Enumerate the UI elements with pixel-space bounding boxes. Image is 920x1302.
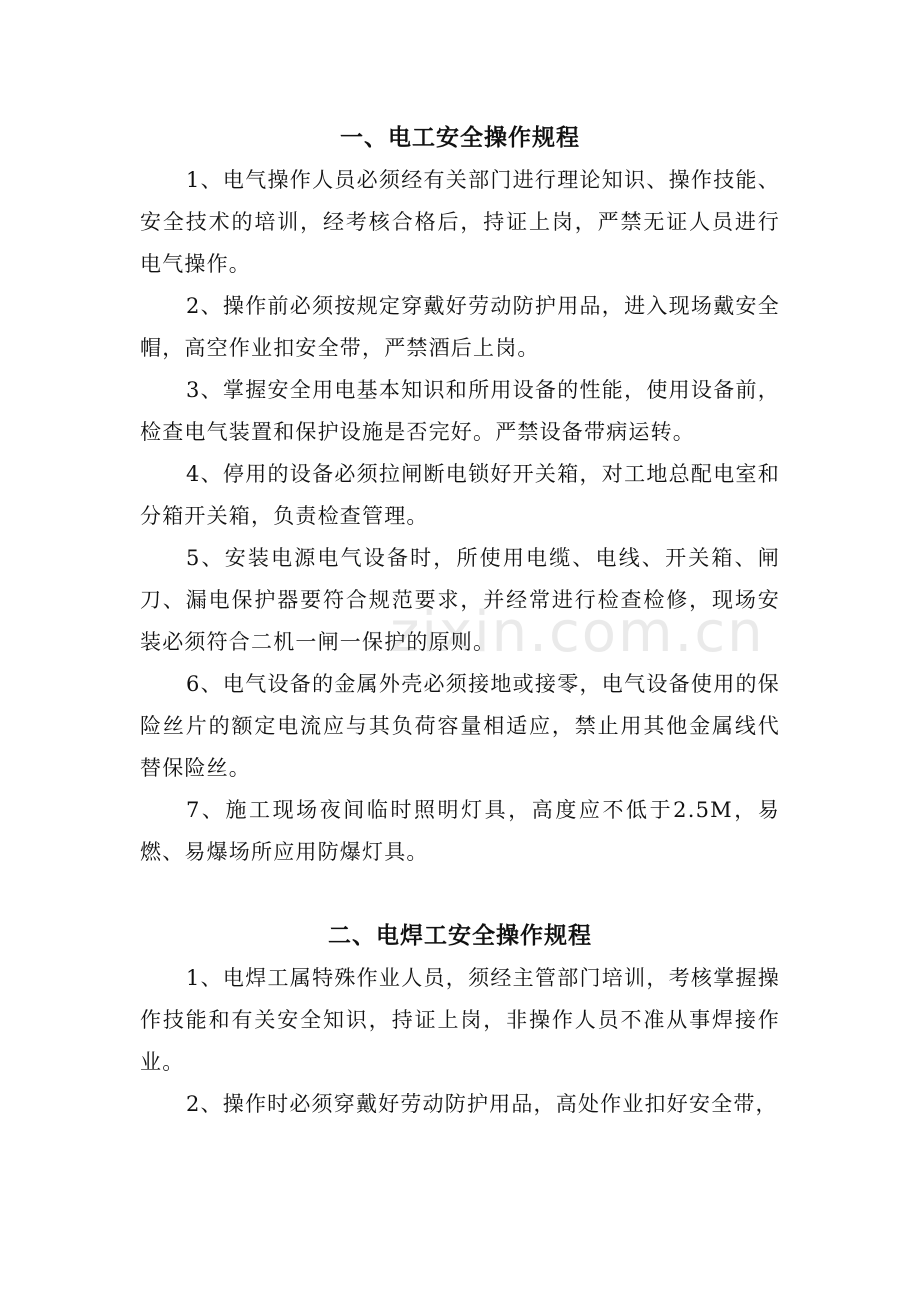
document-page xyxy=(140,117,780,1125)
watermark: zixin.com.cn xyxy=(390,600,765,665)
paragraph: 7、施工现场夜间临时照明灯具，高度应不低于2.5M，易燃、易爆场所应用防爆灯具。 xyxy=(140,798,780,864)
paragraph: 1、电焊工属特殊作业人员，须经主管部门培训，考核掌握操作技能和有关安全知识，持证上岗，非操作人员不准从事焊接作业。 xyxy=(140,966,780,1074)
paragraph: 5、安装电源电气设备时，所使用电缆、电线、开关箱、闸刀、漏电保护器要符合规范要求，并经常进行检查检修，现场安装必须符合二机一闸一保护的原则。 xyxy=(140,546,780,654)
paragraph: 4、停用的设备必须拉闸断电锁好开关箱，对工地总配电室和分箱开关箱，负责检查管理。 xyxy=(140,462,780,528)
section-title-electrician: 一、电工安全操作规程 xyxy=(340,124,580,151)
paragraph: 2、操作时必须穿戴好劳动防护用品，高处作业扣好安全带， xyxy=(186,1092,778,1116)
paragraph: 6、电气设备的金属外壳必须接地或接零，电气设备使用的保险丝片的额定电流应与其负荷容量相适应，禁止用其他金属线代替保险丝。 xyxy=(140,672,780,780)
paragraph: 3、掌握安全用电基本知识和所用设备的性能，使用设备前，检查电气装置和保护设施是否完好。严禁设备带病运转。 xyxy=(140,378,780,444)
section-title-welder: 二、电焊工安全操作规程 xyxy=(328,922,592,949)
section-spacer xyxy=(140,873,780,915)
paragraph: 1、电气操作人员必须经有关部门进行理论知识、操作技能、安全技术的培训，经考核合格后，持证上岗，严禁无证人员进行电气操作。 xyxy=(140,168,780,276)
paragraph: 2、操作前必须按规定穿戴好劳动防护用品，进入现场戴安全帽，高空作业扣安全带，严禁酒后上岗。 xyxy=(140,294,780,360)
